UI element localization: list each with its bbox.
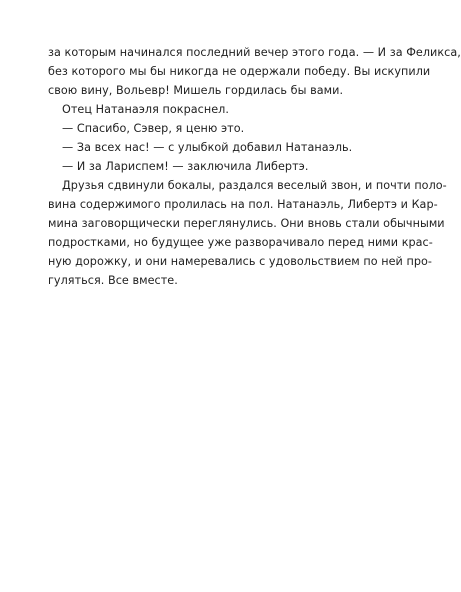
text-line-13: гуляться. Все вместе. <box>48 274 178 287</box>
text-line-2: без которого мы бы никогда не одержали победу. Вы искупили <box>48 65 431 78</box>
text-line-11: подростками, но будущее уже разворачивало перед ними крас- <box>48 236 433 249</box>
text-line-6: — За всех нас! — с улыбкой добавил Натанаэль. <box>62 141 353 154</box>
body-text <box>48 43 461 290</box>
text-line-3: свою вину, Вольевр! Мишель гордилась бы вами. <box>48 84 344 97</box>
text-line-4: Отец Натанаэля покраснел. <box>62 103 229 116</box>
text-line-9: вина содержимого пролилась на пол. Натанаэль, Либертэ и Кар- <box>48 198 438 211</box>
text-line-7: — И за Лариспем! — заключила Либертэ. <box>62 160 309 173</box>
text-line-10: мина заговорщически переглянулись. Они вновь стали обычными <box>48 217 445 230</box>
text-line-1: за которым начинался последний вечер этого года. — И за Феликса, <box>48 46 461 59</box>
text-line-12: ную дорожку, и они намеревались с удовольствием по ней про- <box>48 255 432 268</box>
text-line-5: — Спасибо, Сэвер, я ценю это. <box>62 122 245 135</box>
text-line-8: Друзья сдвинули бокалы, раздался веселый звон, и почти поло- <box>62 179 447 192</box>
